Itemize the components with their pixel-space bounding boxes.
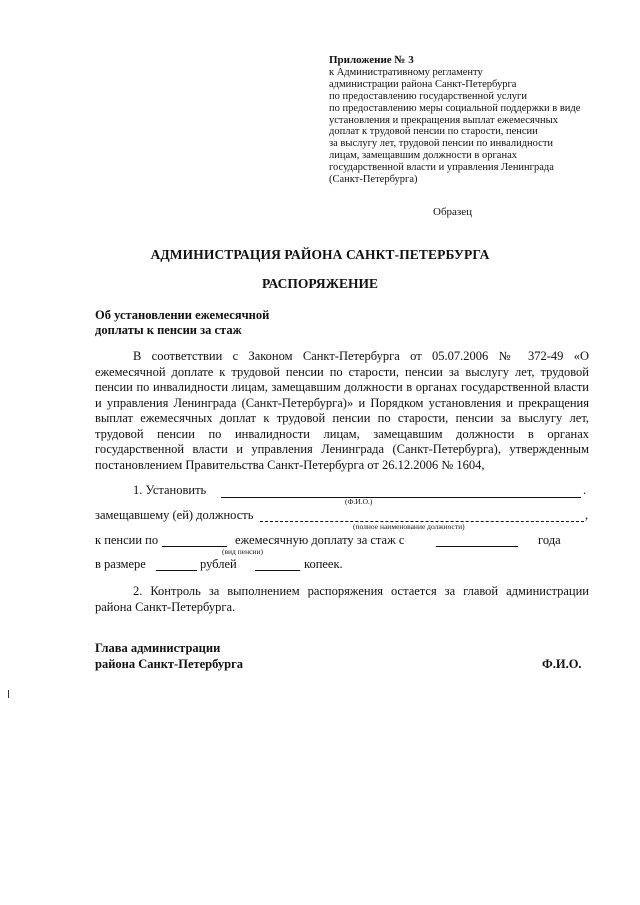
pension-type-hint: (вид пенсии) [222, 547, 263, 556]
pension-label: к пенсии по [95, 533, 159, 547]
appendix-line: администрации района Санкт-Петербурга [329, 78, 517, 90]
preamble-paragraph [95, 349, 589, 473]
position-label: замещавшему (ей) должность [95, 508, 254, 522]
clause1-label: 1. Установить [133, 483, 207, 497]
subject-heading [95, 308, 269, 338]
pension-type-blank-field[interactable] [162, 546, 227, 547]
appendix-line: государственной власти и управления Ленинграда [329, 162, 554, 174]
sample-label: Образец [433, 206, 473, 218]
signature-name: Ф.И.О. [542, 657, 582, 671]
appendix-title: Приложение № 3 [329, 54, 414, 66]
appendix-line: по предоставлению государственной услуги [329, 90, 527, 102]
fio-hint: (Ф.И.О.) [345, 497, 373, 506]
rubles-label: рублей [200, 557, 237, 571]
signature-title-line: района Санкт-Петербурга [95, 656, 244, 671]
amount-label: в размере [95, 557, 146, 571]
appendix-line: (Санкт-Петербурга) [329, 174, 418, 186]
pension-text: ежемесячную доплату за стаж с [235, 533, 405, 547]
rubles-blank-field[interactable] [156, 570, 197, 571]
fio-blank-field[interactable] [221, 497, 581, 498]
scan-edge-mark [8, 690, 9, 698]
subject-line: доплаты к пенсии за стаж [95, 323, 242, 337]
document-type-heading: РАСПОРЯЖЕНИЕ [261, 276, 379, 291]
appendix-line: доплат к трудовой пенсии по старости, пенсии [329, 126, 538, 138]
organization-heading: АДМИНИСТРАЦИЯ РАЙОНА САНКТ-ПЕТЕРБУРГА [150, 247, 490, 262]
signature-title [95, 641, 243, 672]
subject-line: Об установлении ежемесячной [95, 308, 270, 322]
position-hint: (полное наименование должности) [353, 522, 465, 531]
appendix-line: к Административному регламенту [329, 66, 483, 78]
year-label: года [538, 533, 561, 547]
kopecks-label: копеек. [304, 557, 343, 571]
appendix-line: лицам, замещавшим должности в органах [329, 150, 517, 162]
appendix-line: установления и прекращения выплат ежемесячных [329, 114, 558, 126]
start-date-blank-field[interactable] [436, 546, 518, 547]
preamble-text: В соответствии с Законом Санкт-Петербурга от 05.07.2006 № 372-49 «О ежемесячной доплате к трудовой пенсии по старости, пенсии за выслугу лет, трудовой пенсии по инвалидности лицам, замещавшим должности в органах государственной власти и управления Ленинграда (Санкт-Петербурга)» и Порядком установления и прекращения выплат ежемесячных доплат к трудовой пенсии по старости, пенсии за выслугу лет, трудовой пенсии по инвалидности лицам, замещавшим должности в органах государственной власти и управления Ленинграда (Санкт-Петербурга), утвержденным постановлением Правительства Санкт-Петербурга от 26.12.2006 № 1604, [95, 349, 589, 472]
signature-title-line: Глава администрации [95, 641, 221, 655]
clause2-paragraph [95, 584, 589, 615]
clause1-end-dot: . [583, 483, 587, 497]
appendix-line: за выслугу лет, трудовой пенсии по инвалидности [329, 138, 554, 150]
kopecks-blank-field[interactable] [255, 570, 300, 571]
clause2-text: 2. Контроль за выполнением распоряжения остается за главой администрации района Санкт-Петербурга. [95, 584, 589, 614]
position-end-comma: , [585, 508, 589, 522]
appendix-line: по предоставлению меры социальной поддержки в виде [329, 102, 581, 114]
appendix-block [329, 55, 599, 186]
